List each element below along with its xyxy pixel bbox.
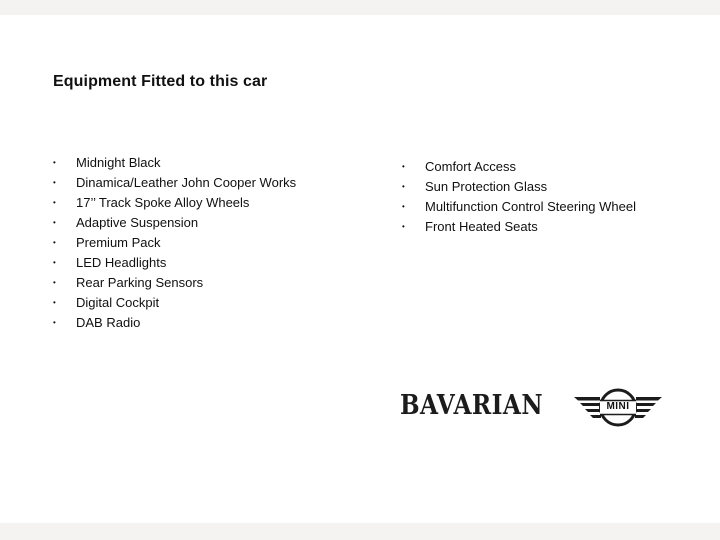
list-item [53,313,296,333]
bullet: • [402,162,405,171]
bullet: • [53,238,56,247]
equipment-item: Sun Protection Glass [425,179,548,194]
list-item [53,173,296,193]
equipment-item: Comfort Access [425,159,517,174]
dealer-name: BAVARIAN [400,390,544,421]
bullet: • [53,298,56,307]
dealer-logo [400,388,670,428]
list-item [402,157,636,177]
bullet: • [53,258,56,267]
equipment-item: Rear Parking Sensors [76,275,204,290]
bullet: • [53,218,56,227]
bullet: • [53,158,56,167]
equipment-item: LED Headlights [76,255,167,270]
page-title: Equipment Fitted to this car [53,73,268,90]
bullet: • [402,222,405,231]
list-item [53,193,296,213]
list-item [402,177,636,197]
equipment-list-left [53,153,296,333]
list-item [402,217,636,237]
equipment-item: Multifunction Control Steering Wheel [425,199,636,214]
list-item [53,233,296,253]
list-item [53,253,296,273]
equipment-item: DAB Radio [76,315,141,330]
equipment-item: Midnight Black [76,155,161,170]
bullet: • [53,198,56,207]
equipment-item: Adaptive Suspension [76,215,199,230]
bullet: • [402,182,405,191]
equipment-item: Dinamica/Leather John Cooper Works [76,175,297,190]
equipment-item: Digital Cockpit [76,295,160,310]
equipment-item: 17’’ Track Spoke Alloy Wheels [76,195,250,210]
bullet: • [53,278,56,287]
equipment-list-right [402,157,636,237]
equipment-item: Front Heated Seats [425,219,538,234]
bullet: • [402,202,405,211]
mini-logo-text: MINI [606,401,630,412]
document-page [0,15,720,523]
list-item [53,273,296,293]
equipment-item: Premium Pack [76,235,161,250]
list-item [402,197,636,217]
list-item [53,213,296,233]
mini-wings-logo-icon [572,388,664,428]
bullet: • [53,178,56,187]
list-item [53,153,296,173]
list-item [53,293,296,313]
bullet: • [53,318,56,327]
